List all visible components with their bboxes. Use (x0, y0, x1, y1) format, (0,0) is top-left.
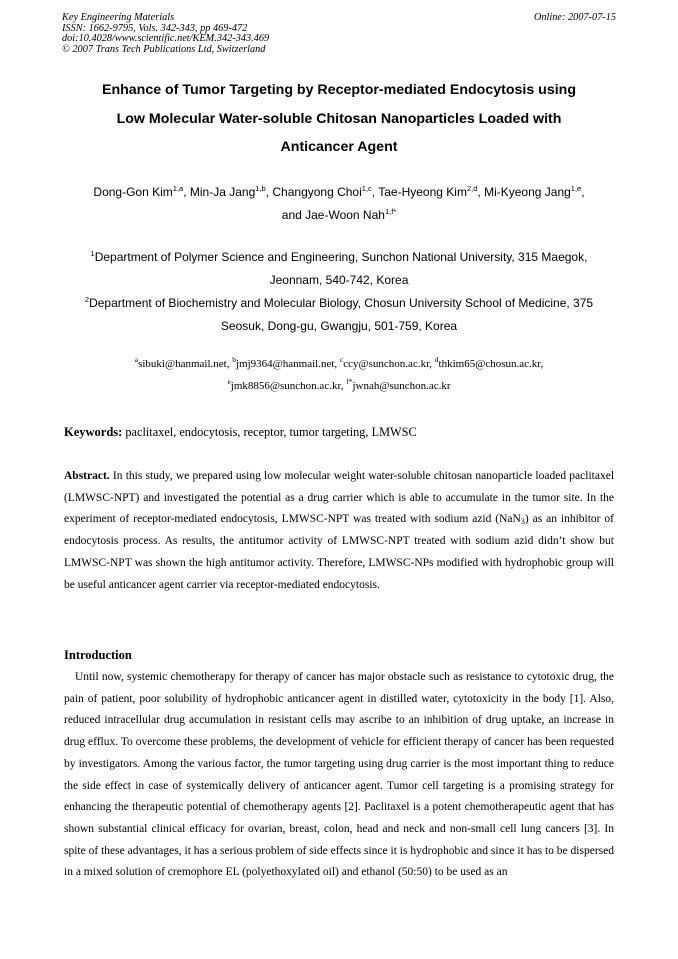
author-separator: , (265, 185, 273, 199)
keywords-text: paclitaxel, endocytosis, receptor, tumor targeting, LMWSC (125, 425, 417, 439)
email-sup: e (227, 376, 231, 386)
affiliation-text: Department of Polymer Science and Engineering, Sunchon National University, 315 Maegok, (94, 250, 588, 264)
journal-header (62, 13, 269, 55)
author (93, 185, 189, 199)
author (484, 185, 585, 199)
email (434, 355, 544, 370)
author-name: and Jae-Woon Nah (281, 208, 385, 222)
email-sup: c (339, 355, 344, 364)
email (346, 376, 451, 392)
keywords-label: Keywords: (64, 425, 123, 439)
copyright-line: © 2007 Trans Tech Publications Ltd, Switzerland (62, 43, 266, 55)
title-line: Anticancer Agent (280, 139, 398, 155)
doi-line: doi:10.4028/www.scientific.net/KEM.342-343.469 (62, 33, 270, 45)
affiliation-text: Department of Biochemistry and Molecular Biology, Chosun University School of Medicine, 375 (89, 296, 594, 310)
email (227, 376, 344, 392)
abstract-text: ) as an inhibitor of endocytosis process. As results, the antitumor activity of LMWSC-NPT treated with sodium azid didn’t show but LMWSC-NPT was shown the high antitumor activity. Therefore, LMWSC-NPs modified with hydrophobic group will be useful anticancer agent carrier via receptor-mediated endocytosis. (64, 513, 614, 591)
affiliation (40, 292, 638, 338)
author-separator: , (581, 185, 585, 199)
abstract-subscript: 3 (520, 517, 525, 527)
author (272, 185, 378, 199)
author-name: Changyong Choi (272, 185, 362, 199)
email-sup: a (134, 355, 139, 364)
paper-title (40, 76, 638, 162)
email (339, 355, 433, 370)
keywords (64, 422, 614, 444)
email-sup: d (434, 355, 439, 364)
email (134, 355, 230, 370)
email (232, 355, 338, 370)
author-name: Min-Ja Jang (189, 185, 256, 199)
author-separator: , (477, 185, 485, 199)
email-address: jmj9364@hanmail.net, (235, 358, 338, 370)
affiliation (40, 246, 638, 292)
email-list (40, 354, 638, 397)
author (190, 185, 272, 199)
introduction-paragraph: Until now, systemic chemotherapy for therapy of cancer has major obstacle such as resistance to cytotoxic drug, the pain of patient, poor solubility of hydrophobic anticancer agent in distilled water, cytotoxicity in the body [1]. Also, reduced intracellular drug accumulation in resistant cells may ascribe to an inhibition of drug uptake, an increase in drug efflux. To overcome these problems, the development of vehicle for efficient therapy of cancer has been requested by investigators. Among the various factor, the tumor targeting using drug carrier is the most important thing to reduce the side effect in case of systemically delivery of anticancer agent. Tumor cell targeting is a promising strategy for enhancing the therapeutic potential of chemotherapy agents [2]. Paclitaxel is a potent chemotherapeutic agent that has shown substantial clinical efficacy for ovarian, breast, colon, head and neck and non-small cell lung cancers [3]. In spite of these advantages, it has a serious problem of side effects since it is hydrophobic and since it has to be dispersed in a mixed solution of cremophore EL (polyethoxylated oil) and ethanol (50:50) to be used as an (64, 671, 614, 879)
abstract-text: In this study, we prepared using low molecular weight water-soluble chitosan nanoparticle loaded paclitaxel (LMWSC-NPT) and investigated the potential as a drug carrier which is able to accumulate in the tumor site. In the experiment of receptor-mediated endocytosis, LMWSC-NPT was treated with sodium azid (NaN (64, 470, 615, 526)
email-sup: b (232, 355, 236, 364)
journal-name: Key Engineering Materials (62, 12, 175, 23)
affiliation-text: Jeonnam, 540-742, Korea (269, 273, 409, 287)
email-address: jwnah@sunchon.ac.kr (352, 379, 451, 392)
title-line: Enhance of Tumor Targeting by Receptor-mediated Endocytosis using (101, 82, 577, 98)
author-affil-sup: 1,c (361, 184, 372, 193)
email-address: ccy@sunchon.ac.kr, (343, 358, 433, 370)
author-separator: , (371, 185, 379, 199)
abstract-label: Abstract. (64, 470, 110, 482)
affiliation-sup: 2 (84, 295, 90, 304)
email-address: jmk8856@sunchon.ac.kr, (230, 379, 344, 392)
email-address: sibuki@hanmail.net, (138, 358, 230, 370)
affiliations (40, 246, 638, 338)
online-date: Online: 2007-07-15 (533, 12, 616, 23)
author-name: Mi-Kyeong Jang (484, 185, 571, 199)
author-name: Dong-Gon Kim (93, 185, 173, 199)
author-affil-sup: 1,a (172, 184, 184, 193)
author-affil-sup: 1,e (570, 184, 582, 193)
email-address: thkim65@chosun.ac.kr, (438, 358, 544, 370)
section-heading: Introduction (64, 648, 132, 662)
author (378, 185, 484, 199)
author-separator: , (183, 185, 190, 199)
author-name: Tae-Hyeong Kim (378, 185, 467, 199)
author-affil-sup: 1,f* (384, 207, 397, 216)
email-sup: f* (346, 376, 353, 386)
abstract (64, 466, 614, 596)
author-affil-sup: 1,b (255, 184, 266, 193)
author (282, 208, 396, 222)
author-list (40, 181, 638, 227)
affiliation-text: Seosuk, Dong-gu, Gwangju, 501-759, Korea (220, 319, 458, 333)
issn-line: ISSN: 1662-9795, Vols. 342-343, pp 469-472 (62, 22, 248, 34)
title-line: Low Molecular Water-soluble Chitosan Nanoparticles Loaded with (116, 110, 562, 127)
author-affil-sup: 2,d (466, 184, 478, 193)
affiliation-sup: 1 (90, 249, 95, 258)
